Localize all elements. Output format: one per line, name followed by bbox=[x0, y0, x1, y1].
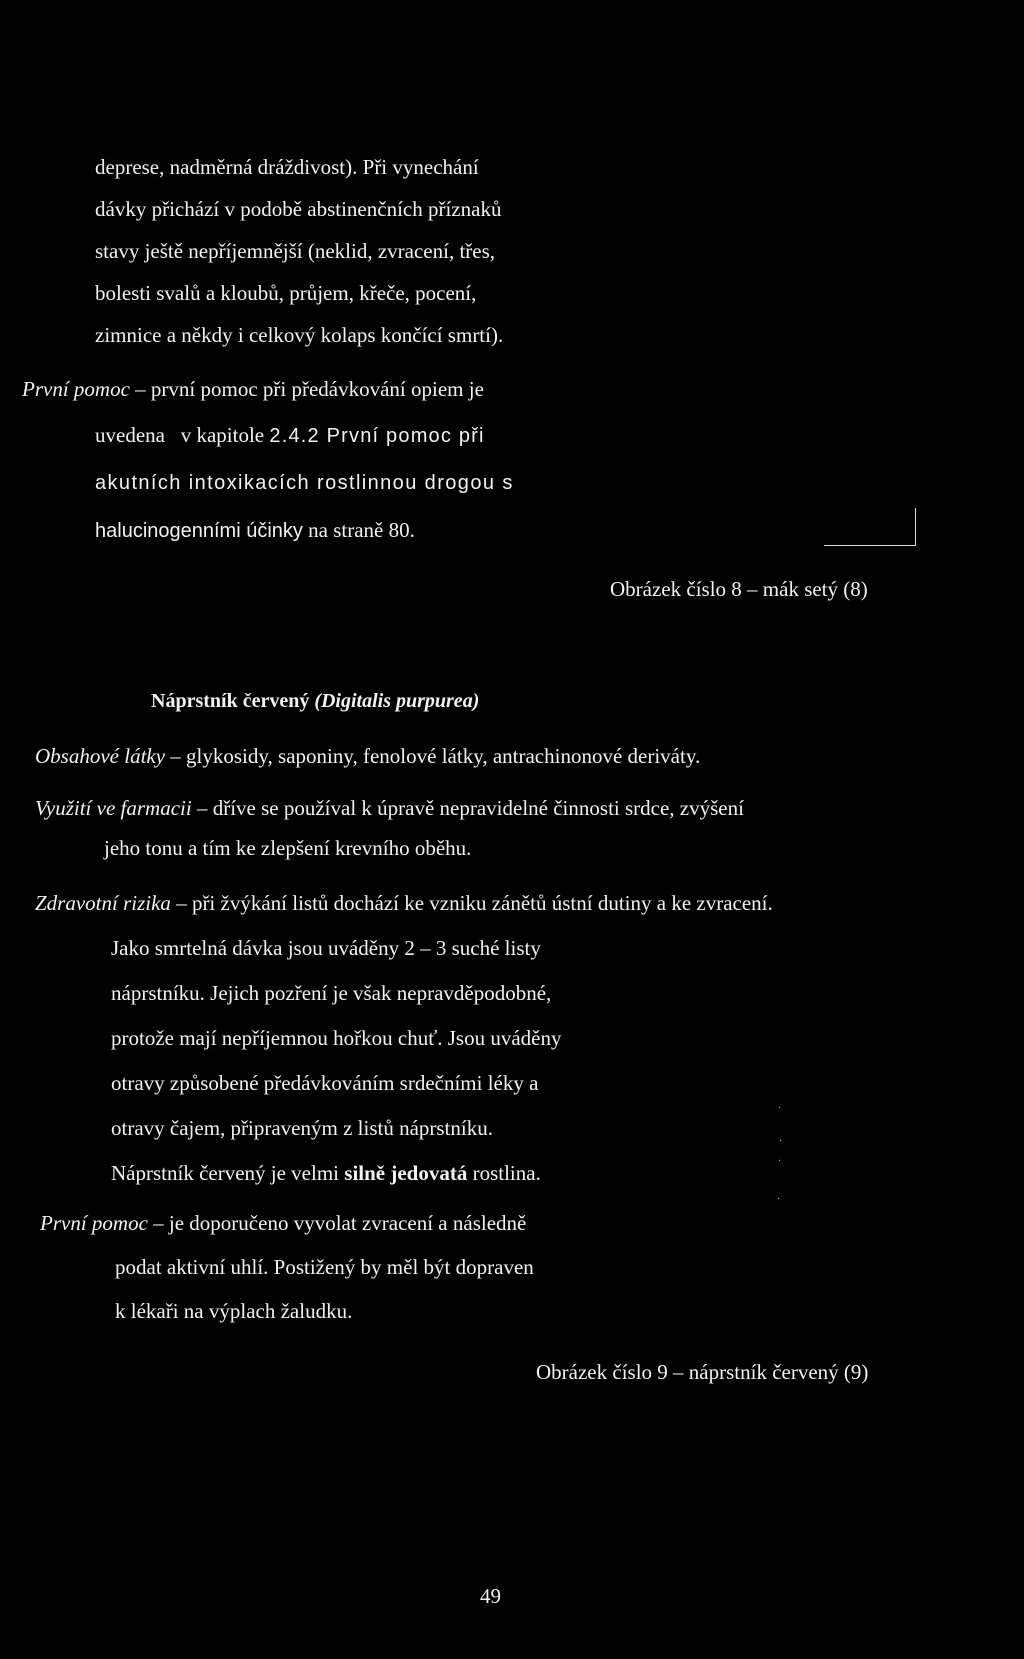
pharma-text: – dříve se používal k úpravě nepravidelné činnosti srdce, zvýšení bbox=[196, 796, 744, 820]
chapter-reference: halucinogenními účinky bbox=[95, 520, 303, 542]
plant-name: Náprstník červený bbox=[151, 690, 310, 712]
first-aid-paragraph bbox=[22, 379, 484, 400]
emphasis-text: silně jedovatá bbox=[344, 1161, 468, 1185]
dash: – bbox=[135, 377, 146, 401]
first-aid-text: – je doporučeno vyvolat zvracení a následně bbox=[153, 1211, 527, 1235]
risks-paragraph bbox=[35, 893, 773, 914]
scan-speck: · bbox=[779, 1136, 783, 1147]
risks-label: Zdravotní rizika bbox=[35, 891, 171, 915]
risks-line bbox=[111, 1163, 541, 1184]
body-text-line: deprese, nadměrná dráždivost). Při vynechání bbox=[95, 155, 479, 179]
scan-speck: · bbox=[778, 1156, 782, 1167]
risks-line: náprstníku. Jejich pozření je však nepravděpodobné, bbox=[111, 981, 552, 1005]
section-heading bbox=[151, 691, 479, 711]
first-aid-paragraph bbox=[40, 1213, 526, 1234]
risks-line: protože mají nepříjemnou hořkou chuť. Jsou uváděny bbox=[111, 1026, 562, 1050]
page-number: 49 bbox=[480, 1584, 501, 1608]
first-aid-line bbox=[95, 520, 415, 541]
first-aid-line: k lékaři na výplach žaludku. bbox=[115, 1299, 353, 1323]
body-text-line: zimnice a někdy i celkový kolaps končící smrtí). bbox=[95, 323, 504, 347]
latin-name: (Digitalis purpurea) bbox=[314, 690, 480, 712]
chapter-reference: 2.4.2 První pomoc při bbox=[269, 425, 485, 447]
figure-caption: Obrázek číslo 9 – náprstník červený (9) bbox=[536, 1360, 869, 1384]
first-aid-text: první pomoc při předávkování opiem je bbox=[150, 377, 484, 401]
figure-edge-line bbox=[824, 545, 916, 546]
scan-speck: · bbox=[778, 1103, 782, 1114]
first-aid-line bbox=[95, 425, 485, 446]
body-text-line: dávky přichází v podobě abstinenčních příznaků bbox=[95, 197, 502, 221]
body-text-line: bolesti svalů a kloubů, průjem, křeče, pocení, bbox=[95, 281, 477, 305]
first-aid-text-part: v kapitole bbox=[180, 423, 265, 447]
figure-edge-line bbox=[915, 508, 916, 546]
pharma-paragraph bbox=[35, 798, 744, 819]
first-aid-text-part: uvedena bbox=[95, 423, 165, 447]
figure-caption: Obrázek číslo 8 – mák setý (8) bbox=[610, 577, 868, 601]
first-aid-line: podat aktivní uhlí. Postižený by měl být dopraven bbox=[115, 1255, 534, 1279]
contents-text: – glykosidy, saponiny, fenolové látky, antrachinonové deriváty. bbox=[170, 744, 701, 768]
scan-speck: · bbox=[777, 1194, 781, 1205]
pharma-label: Využití ve farmacii bbox=[35, 796, 192, 820]
risks-text-part: Náprstník červený je velmi bbox=[111, 1161, 340, 1185]
risks-text: – při žvýkání listů dochází ke vzniku zánětů ústní dutiny a ke zvracení. bbox=[176, 891, 773, 915]
pharma-line: jeho tonu a tím ke zlepšení krevního oběhu. bbox=[104, 836, 472, 860]
page-reference: na straně 80. bbox=[308, 518, 415, 542]
risks-line: otravy způsobené předávkováním srdečními léky a bbox=[111, 1071, 539, 1095]
first-aid-label: První pomoc bbox=[22, 377, 130, 401]
contents-label: Obsahové látky bbox=[35, 744, 166, 768]
first-aid-label: První pomoc bbox=[40, 1211, 148, 1235]
contents-paragraph bbox=[35, 746, 700, 767]
risks-line: Jako smrtelná dávka jsou uváděny 2 – 3 suché listy bbox=[111, 936, 541, 960]
risks-line: otravy čajem, připraveným z listů náprstníku. bbox=[111, 1116, 493, 1140]
risks-text-part: rostlina. bbox=[472, 1161, 541, 1185]
chapter-reference: akutních intoxikacích rostlinnou drogou s bbox=[95, 472, 514, 494]
body-text-line: stavy ještě nepříjemnější (neklid, zvracení, třes, bbox=[95, 239, 496, 263]
